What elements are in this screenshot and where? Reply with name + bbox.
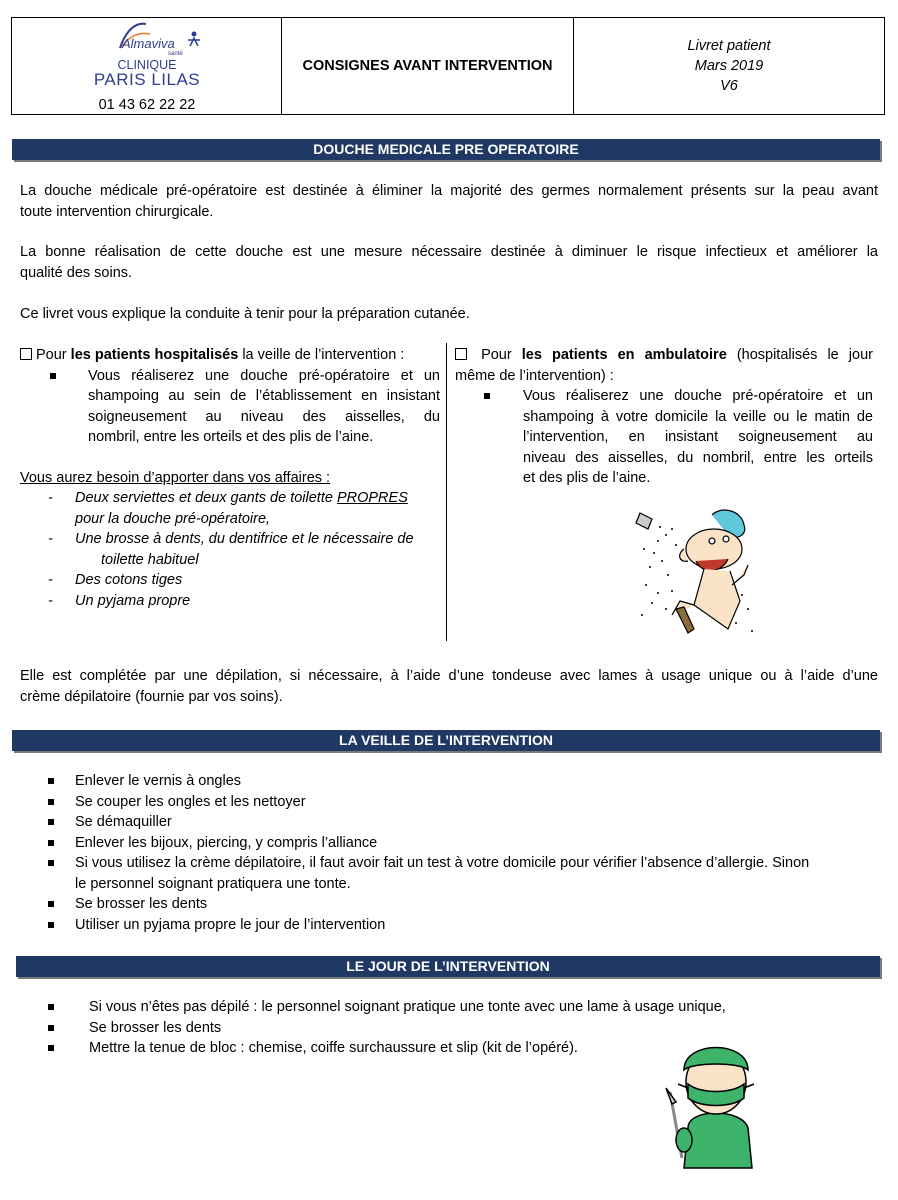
needs-title: Vous aurez besoin d’apporter dans vos affaires :: [20, 469, 331, 486]
phone-number: 01 43 62 22 22: [98, 97, 196, 113]
needs-item3: Des cotons tiges: [75, 572, 183, 588]
needs-item1-l2: pour la douche pré-opératoire,: [75, 510, 271, 527]
bullet-square-icon: [48, 901, 54, 907]
dash-icon: -: [48, 592, 53, 609]
right-intro-pre: Pour: [481, 347, 522, 363]
para4-line1: Elle est complétée par une dépilation, si nécessaire, à l’aide d’une tondeuse avec lames à usage unique ou à l’aide d’une: [20, 668, 878, 684]
shower-man-illustration: [632, 505, 762, 645]
left-intro-post: la veille de l’intervention :: [238, 347, 405, 363]
right-bullet-l5: et des plis de l’aine.: [523, 470, 651, 486]
para2-line1: La bonne réalisation de cette douche est une mesure nécessaire destinée à diminuer le risque infectieux et améliorer la: [20, 244, 878, 260]
needs-item: [20, 529, 440, 570]
checkbox-icon: [455, 348, 467, 360]
bullet-square-icon: [48, 860, 54, 866]
list-item: [48, 833, 878, 854]
para2-line2: qualité des soins.: [20, 265, 133, 281]
dash-icon: -: [48, 531, 53, 547]
needs-item: [20, 488, 440, 529]
left-bullet-l1: Vous réaliserez une douche pré-opératoire et un: [88, 367, 440, 384]
dash-icon: -: [48, 490, 53, 506]
veille-item-3: Se démaquiller: [75, 814, 172, 830]
bullet-square-icon: [48, 1004, 54, 1010]
veille-item-4: Enlever les bijoux, piercing, y compris l’alliance: [75, 834, 378, 851]
needs-item: [20, 591, 440, 612]
section-bar-veille: LA VEILLE DE L’INTERVENTION: [12, 730, 880, 751]
veille-item-1: Enlever le vernis à ongles: [75, 773, 242, 789]
veille-item-6: Se brosser les dents: [75, 896, 208, 912]
veille-list: [48, 771, 878, 935]
needs-item1-propres: PROPRES: [336, 490, 408, 506]
bullet-square-icon: [48, 1045, 54, 1051]
right-intro-bold: les patients en ambulatoire: [521, 347, 727, 363]
left-intro-bold: les patients hospitalisés: [70, 347, 239, 363]
needs-list: [20, 488, 440, 611]
veille-item-7: Utiliser un pyjama propre le jour de l’intervention: [75, 916, 386, 933]
logo-brand: Almaviva: [122, 36, 175, 51]
dash-icon: -: [48, 572, 53, 588]
bullet-square-icon: [48, 922, 54, 928]
section-bar-douche: DOUCHE MEDICALE PRE OPERATOIRE: [12, 139, 880, 160]
needs-item2-l2: toilette habituel: [101, 551, 199, 568]
doc-type: Livret patient: [687, 38, 771, 54]
left-bullet-l2: shampoing au sein de l’établissement en insistant: [88, 388, 440, 404]
bullet-square-icon: [48, 819, 54, 825]
list-item: [48, 812, 878, 833]
paragraph-depilation: [20, 666, 878, 708]
bullet-square-icon: [48, 778, 54, 784]
left-column: [20, 345, 440, 611]
paragraph-mesure: [20, 242, 878, 284]
veille-item-2: Se couper les ongles et les nettoyer: [75, 793, 306, 810]
list-item: [48, 997, 878, 1018]
right-bullet: [455, 386, 873, 489]
bullet-square-icon: [48, 1025, 54, 1031]
logo-name: PARIS LILAS: [93, 70, 201, 89]
checkbox-icon: [20, 348, 32, 360]
left-bullet: [20, 366, 440, 448]
needs-item2-l1: Une brosse à dents, du dentifrice et le nécessaire de: [75, 531, 414, 547]
left-intro: [20, 345, 440, 366]
needs-item1-l1: Deux serviettes et deux gants de toilette: [75, 490, 337, 506]
jour-item-2: Se brosser les dents: [89, 1019, 222, 1036]
para4-line2: crème dépilatoire (fournie par vos soins).: [20, 689, 283, 705]
bullet-square-icon: [484, 393, 490, 399]
jour-item-3: Mettre la tenue de bloc : chemise, coiffe surchaussure et slip (kit de l’opéré).: [89, 1040, 578, 1056]
bullet-square-icon: [48, 799, 54, 805]
doc-version: V6: [720, 78, 738, 94]
list-item: [48, 915, 878, 936]
right-intro: [455, 345, 873, 366]
list-item: [48, 771, 878, 792]
left-bullet-l3: soigneusement au niveau des aisselles, du: [88, 408, 440, 425]
jour-item-1: Si vous n’êtes pas dépilé : le personnel soignant pratique une tonte avec une lame à usage unique,: [89, 999, 726, 1015]
bullet-square-icon: [50, 373, 56, 379]
logo-sub: santé: [168, 51, 183, 57]
left-intro-pre: Pour: [36, 347, 71, 363]
needs-item: [20, 570, 440, 591]
logo-clinic: CLINIQUE: [117, 58, 177, 72]
doc-date: Mars 2019: [694, 58, 764, 74]
right-bullet-l4: niveau des aisselles, du nombril, entre les orteils: [523, 449, 873, 466]
list-item: [48, 792, 878, 813]
right-intro-l2: même de l’intervention) :: [455, 367, 614, 384]
logo-cell: [12, 18, 282, 114]
doc-meta: [574, 18, 884, 114]
right-intro-post: (hospitalisés le jour: [726, 347, 873, 363]
right-bullet-l1: Vous réaliserez une douche pré-opératoire et un: [523, 388, 873, 404]
needs-item4: Un pyjama propre: [75, 592, 191, 609]
left-bullet-l4: nombril, entre les orteils et des plis de l’aine.: [88, 429, 374, 445]
para1-line2: toute intervention chirurgicale.: [20, 204, 214, 220]
list-item: [48, 894, 878, 915]
veille-item-5-l1: Si vous utilisez la crème dépilatoire, il faut avoir fait un test à votre domicile pour vérifier l’absence d’allergie. Sinon: [75, 855, 810, 871]
column-divider: [446, 343, 447, 641]
para1-line1: La douche médicale pré-opératoire est destinée à éliminer la majorité des germes normalement présents sur la peau avant: [20, 183, 878, 199]
header-table: [11, 17, 885, 115]
right-column: [455, 345, 873, 489]
paragraph-intro: [20, 181, 878, 223]
right-bullet-l2: shampoing à votre domicile la veille ou le matin de: [523, 408, 873, 425]
veille-item-5-l2: le personnel soignant pratiquera une tonte.: [75, 875, 351, 892]
paragraph-livret: Ce livret vous explique la conduite à tenir pour la préparation cutanée.: [20, 306, 470, 322]
doc-title: CONSIGNES AVANT INTERVENTION: [282, 18, 574, 114]
bullet-square-icon: [48, 840, 54, 846]
list-item: [48, 853, 878, 894]
section-bar-jour: LE JOUR DE L’INTERVENTION: [16, 956, 880, 977]
right-bullet-l3: l’intervention, en insistant soigneusement au: [523, 429, 873, 445]
surgeon-illustration: [660, 1028, 770, 1176]
